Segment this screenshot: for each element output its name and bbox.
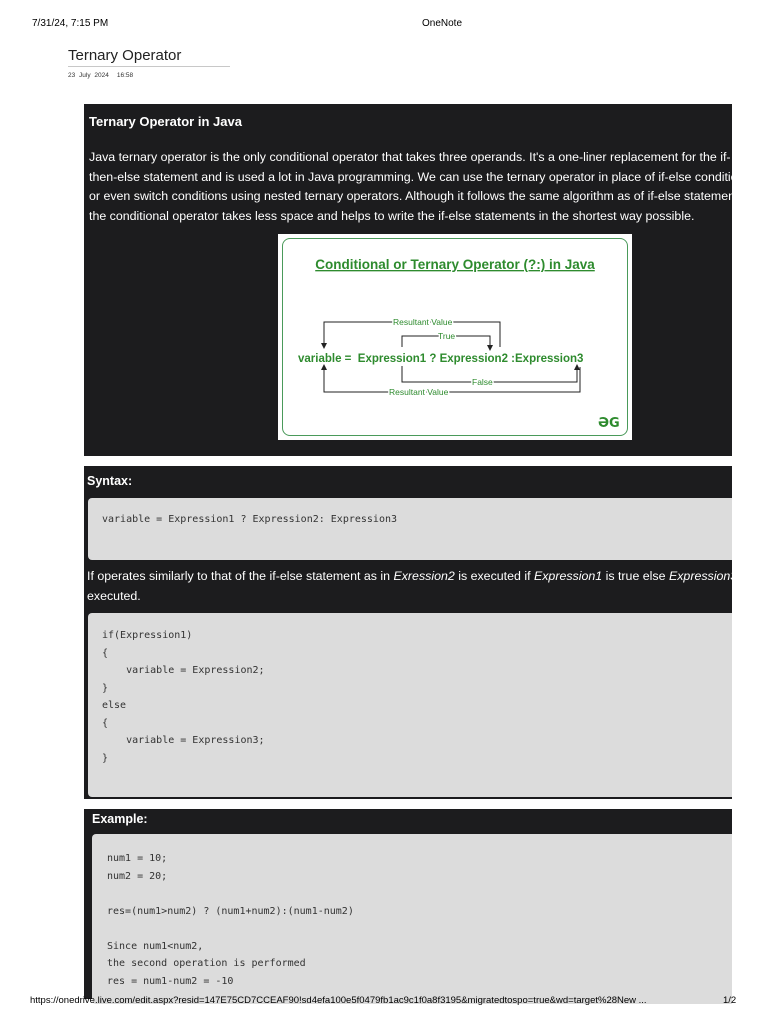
syntax-code: variable = Expression1 ? Expression2: Expression3 — [102, 514, 398, 525]
code-line: variable = Expression3; — [102, 735, 265, 746]
label-true: True — [438, 331, 456, 341]
syntax-description — [87, 567, 750, 606]
syntax-block — [84, 466, 750, 799]
desc-italic: Expression1 — [533, 569, 603, 583]
intro-line: then-else statement and is used a lot in Java programming. We can use the ternary operator in place of if-else conditions — [89, 169, 751, 184]
print-page-number: 1/2 — [723, 995, 737, 1006]
code-line: if(Expression1) — [102, 630, 193, 641]
page-time: 16:58 — [116, 72, 134, 79]
print-app-name: OneNote — [422, 18, 463, 29]
print-url: https://onedrive.live.com/edit.aspx?resid=147E75CD7CCEAF90!sd4efa100e5f0479fb1ac9c1f0a8f3195&migratedtospo=true&wd=target%28New ... — [30, 995, 647, 1006]
syntax-code-box — [88, 498, 732, 560]
desc-text: is true else — [602, 569, 669, 583]
code-line: num1 = 10; — [107, 853, 168, 864]
desc-text: is executed if — [454, 569, 534, 583]
code-line: { — [102, 647, 109, 659]
desc-italic: Exression2 — [393, 569, 455, 583]
ifelse-code-box — [88, 613, 732, 797]
example-code-box — [92, 834, 732, 1004]
page-date: 23 July 2024 — [68, 72, 109, 79]
intro-line: or even switch conditions using nested ternary operators. Although it follows the same algorithm as of if-else statement, — [89, 189, 742, 203]
label-resultant-bottom: Resultant Value — [389, 387, 449, 397]
syntax-heading: Syntax: — [87, 474, 133, 488]
desc-text: If operates similarly to that of the if-else statement as in — [87, 569, 394, 583]
example-block — [84, 809, 732, 999]
gfg-logo: ƏG — [598, 416, 620, 431]
label-false: False — [472, 377, 493, 387]
code-line: variable = Expression2; — [102, 665, 265, 676]
intro-block — [84, 104, 751, 456]
page-title[interactable]: Ternary Operator — [68, 47, 230, 67]
code-line: num2 = 20; — [107, 870, 168, 882]
code-line: the second operation is performed — [107, 958, 306, 969]
desc-line: executed. — [87, 588, 141, 603]
label-resultant-top: Resultant Value — [393, 317, 453, 327]
diagram-expression: variable = Expression1 ? Expression2 :Expression3 — [298, 353, 584, 365]
intro-heading: Ternary Operator in Java — [89, 114, 242, 129]
desc-italic: Expression3 — [668, 569, 738, 583]
diagram-title: Conditional or Ternary Operator (?:) in Java — [315, 257, 595, 272]
intro-line: the conditional operator takes less space and helps to write the if-else statements in the shortest way possible. — [89, 208, 695, 223]
code-line: else — [102, 700, 127, 711]
code-line: { — [102, 717, 109, 729]
example-heading: Example: — [92, 812, 148, 826]
ternary-diagram — [278, 234, 632, 440]
code-line: Since num1<num2, — [107, 940, 204, 952]
code-line: res = num1-num2 = -10 — [107, 975, 234, 987]
code-line: } — [102, 752, 109, 764]
code-line: res=(num1>num2) ? (num1+num2):(num1-num2) — [107, 905, 354, 917]
page-meta — [68, 72, 133, 79]
desc-text: is — [737, 569, 750, 583]
intro-line: Java ternary operator is the only conditional operator that takes three operands. It's a one-liner replacement for the if- — [89, 150, 731, 164]
print-datetime: 7/31/24, 7:15 PM — [32, 18, 109, 29]
code-line: } — [102, 682, 109, 694]
resultant-bottom-arrow — [324, 367, 580, 392]
intro-paragraph — [89, 148, 751, 226]
diagram-svg — [278, 234, 632, 440]
